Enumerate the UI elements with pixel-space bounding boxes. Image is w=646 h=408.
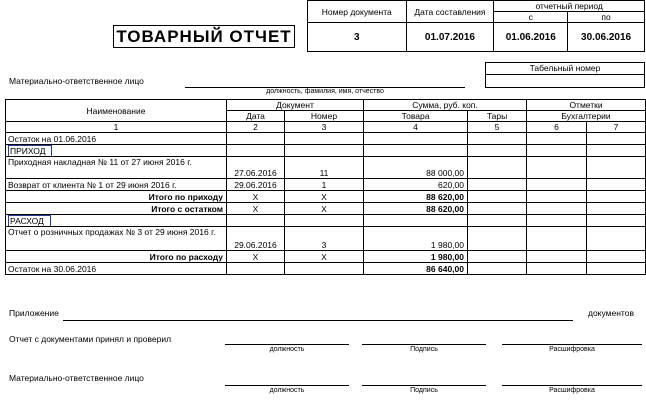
tabel-number-box	[485, 62, 645, 88]
h-marks: Отметки	[527, 100, 646, 111]
tabel-number-field[interactable]	[485, 75, 645, 88]
col-to-label: по	[568, 12, 645, 23]
return-row-number: 1	[285, 179, 364, 191]
income-section-label: ПРИХОД	[8, 145, 52, 157]
h-accounting: Бухгалтерии	[527, 111, 646, 122]
col-num-3: 3	[285, 122, 364, 133]
h-goods: Товара	[364, 111, 468, 122]
total-expense-label: Итого по расходу	[6, 251, 227, 263]
period-to-value: 30.06.2016	[568, 23, 645, 52]
total-with-balance-label: Итого с остатком	[6, 203, 227, 215]
col-doc-number-label: Номер документа	[308, 1, 407, 23]
col-num-5: 5	[468, 122, 527, 133]
total-with-balance-x2: X	[285, 203, 364, 215]
accepted-position-field[interactable]	[225, 343, 349, 345]
total-expense-x1: X	[227, 251, 285, 263]
col-num-2: 2	[227, 122, 285, 133]
responsible-position-field[interactable]	[225, 384, 349, 386]
h-document: Документ	[227, 100, 364, 111]
invoice-row-number: 11	[285, 157, 364, 179]
return-row-name: Возврат от клиента № 1 от 29 июня 2016 г.	[6, 179, 227, 191]
invoice-row-date: 27.06.2016	[227, 157, 285, 179]
invoice-row-name: Приходная накладная № 11 от 27 июня 2016 г.	[6, 157, 227, 179]
documents-label: документов	[588, 308, 634, 318]
col-num-1: 1	[6, 122, 227, 133]
date-value: 01.07.2016	[406, 23, 494, 52]
return-row-date: 29.06.2016	[227, 179, 285, 191]
doc-number-value: 3	[308, 23, 407, 52]
balance-end-sum: 86 640,00	[364, 263, 468, 275]
h-sum: Сумма, руб. коп.	[364, 100, 527, 111]
total-income-label: Итого по приходу	[6, 191, 227, 203]
expense-section-label: РАСХОД	[8, 215, 51, 227]
responsible-hint: должность, фамилия, имя, отчество	[266, 88, 384, 95]
sale-row-date: 29.06.2016	[227, 227, 285, 251]
total-income-sum: 88 620,00	[364, 191, 468, 203]
appendix-label: Приложение	[9, 308, 59, 318]
col-num-6: 6	[527, 122, 587, 133]
total-expense-sum: 1 980,00	[364, 251, 468, 263]
col-period-label: отчетный период	[494, 1, 645, 12]
header-table	[307, 0, 645, 52]
col-num-4: 4	[364, 122, 468, 133]
col-date-label: Дата составления	[406, 1, 494, 23]
responsible-position-hint: должность	[269, 387, 305, 394]
balance-end-label: Остаток на 30.06.2016	[6, 263, 227, 275]
total-expense-x2: X	[285, 251, 364, 263]
h-tara: Тары	[468, 111, 527, 122]
document-title: ТОВАРНЫЙ ОТЧЕТ	[113, 25, 295, 48]
balance-start-label: Остаток на 01.06.2016	[6, 133, 227, 145]
sale-row-number: 3	[285, 227, 364, 251]
responsible-signature-hint: Подпись	[410, 387, 438, 394]
h-number: Номер	[285, 111, 364, 122]
responsible-label: Материально-ответственное лицо	[9, 76, 144, 86]
return-row-sum: 620,00	[364, 179, 468, 191]
accepted-label: Отчет с документами принял и проверил	[9, 334, 172, 344]
responsible-footer-label: Материально-ответственное лицо	[9, 373, 144, 383]
accepted-signature-field[interactable]	[362, 343, 486, 345]
total-income-x1: X	[227, 191, 285, 203]
tabel-number-label: Табельный номер	[485, 62, 645, 75]
period-from-value: 01.06.2016	[494, 23, 568, 52]
col-num-7: 7	[587, 122, 646, 133]
total-with-balance-x1: X	[227, 203, 285, 215]
responsible-signature-field[interactable]	[362, 384, 486, 386]
goods-table	[5, 99, 646, 275]
sale-row-name: Отчет о розничных продажах № 3 от 29 июня 2016 г.	[6, 227, 227, 251]
appendix-field[interactable]	[63, 319, 573, 321]
accepted-decode-hint: Расшифровка	[549, 346, 595, 353]
h-name: Наименование	[6, 100, 227, 122]
total-with-balance-sum: 88 620,00	[364, 203, 468, 215]
responsible-decode-hint: Расшифровка	[549, 387, 595, 394]
accepted-signature-hint: Подпись	[410, 346, 438, 353]
accepted-position-hint: должность	[269, 346, 305, 353]
accepted-decode-field[interactable]	[502, 343, 642, 345]
sale-row-sum: 1 980,00	[364, 227, 468, 251]
invoice-row-sum: 88 000,00	[364, 157, 468, 179]
col-from-label: с	[494, 12, 568, 23]
responsible-decode-field[interactable]	[502, 384, 642, 386]
h-date: Дата	[227, 111, 285, 122]
total-income-x2: X	[285, 191, 364, 203]
